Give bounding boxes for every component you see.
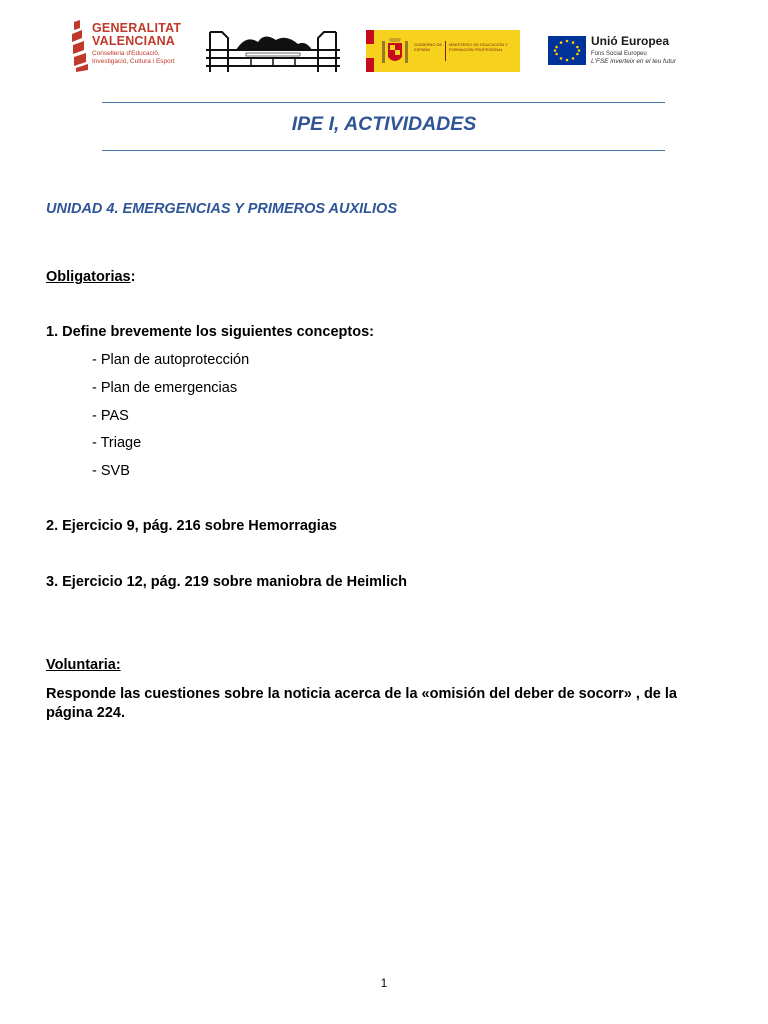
gva-name-line2: VALENCIANA bbox=[92, 34, 176, 48]
gva-emblem-icon bbox=[70, 20, 90, 72]
coat-of-arms-icon bbox=[380, 35, 410, 67]
question-2: 2. Ejercicio 9, pág. 216 sobre Hemorragias bbox=[46, 518, 337, 534]
gva-name-line1: GENERALITAT bbox=[92, 21, 182, 35]
obligatorias-colon: : bbox=[130, 269, 136, 285]
title-rule-top bbox=[102, 102, 665, 103]
unit-heading: UNIDAD 4. EMERGENCIAS Y PRIMEROS AUXILIOS bbox=[46, 201, 398, 217]
ministerio-text: MINISTERIO DE EDUCACIÓN Y FORMACIÓN PROFESIONAL bbox=[449, 42, 508, 52]
generalitat-valenciana-logo bbox=[70, 20, 190, 82]
eu-subtitle: Fons Social Europeu bbox=[591, 51, 647, 57]
concept-item: - Triage bbox=[92, 435, 142, 451]
concept-item: - SVB bbox=[92, 463, 130, 479]
gobierno-espana-logo bbox=[366, 30, 520, 72]
page-number: 1 bbox=[380, 978, 388, 990]
document-title: IPE I, ACTIVIDADES bbox=[291, 113, 477, 135]
gva-sub-line2: Investigació, Cultura i Esport bbox=[92, 58, 175, 65]
question-1: 1. Define brevemente los siguientes conceptos: bbox=[46, 324, 374, 340]
school-logo-icon bbox=[206, 28, 340, 74]
concept-item: - Plan de autoprotección bbox=[92, 352, 250, 368]
eu-title: Unió Europea bbox=[591, 34, 670, 48]
concept-item: - PAS bbox=[92, 408, 129, 424]
gobierno-text: GOBIERNO DE ESPAÑA bbox=[414, 42, 443, 52]
eu-flag-icon bbox=[548, 36, 586, 65]
question-3: 3. Ejercicio 12, pág. 219 sobre maniobra de Heimlich bbox=[46, 574, 408, 590]
voluntaria-text: Responde las cuestiones sobre la noticia acerca de la «omisión del deber de socorr» , de la página 224. bbox=[46, 686, 677, 721]
union-europea-logo bbox=[548, 34, 698, 68]
gva-sub-line1: Conselleria d'Educació, bbox=[92, 50, 160, 57]
concept-item: - Plan de emergencias bbox=[92, 380, 238, 396]
gobierno-divider bbox=[445, 41, 446, 61]
spain-flag-icon bbox=[366, 30, 374, 72]
eu-motto: L'FSE inverteix en el teu futur bbox=[591, 58, 677, 65]
obligatorias-heading bbox=[46, 269, 135, 285]
title-rule-bottom bbox=[102, 150, 665, 151]
voluntaria-heading: Voluntaria: bbox=[46, 657, 121, 673]
obligatorias-label: Obligatorias bbox=[46, 269, 131, 285]
